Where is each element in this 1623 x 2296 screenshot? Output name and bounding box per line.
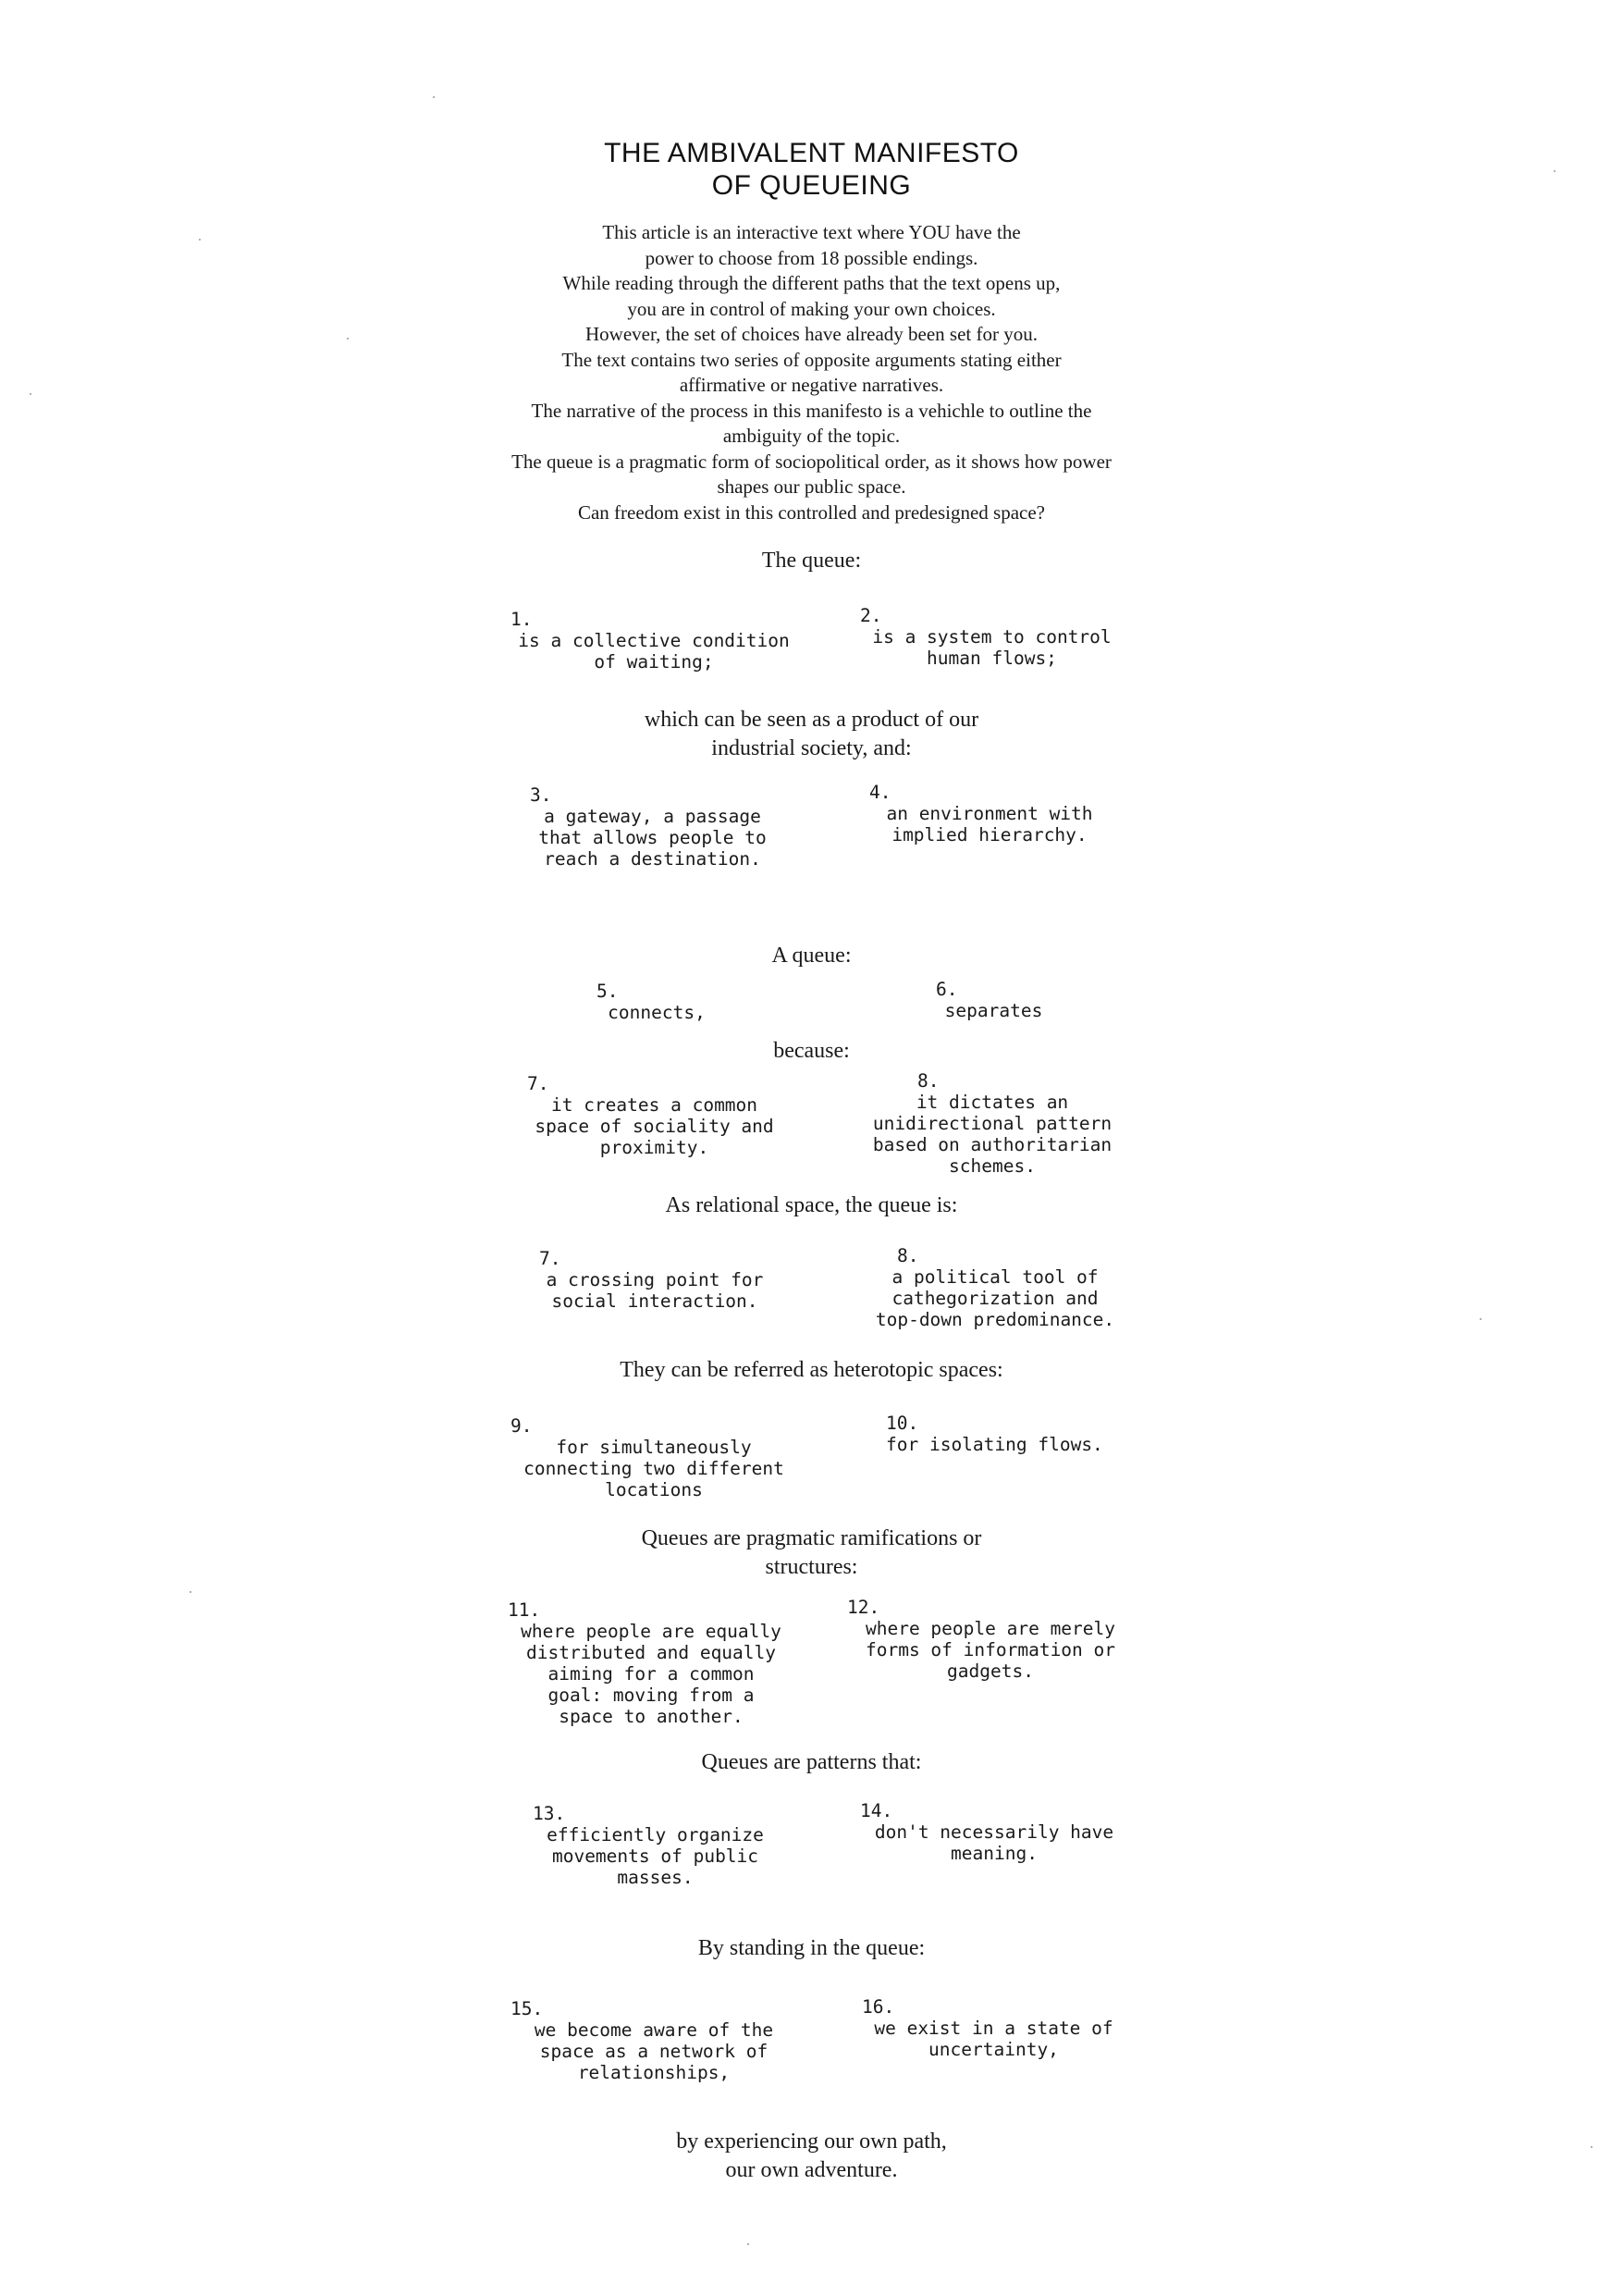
choice-number: 6. (936, 979, 958, 1000)
heading-line: Queues are pragmatic ramifications or (641, 1526, 982, 1550)
choice-1[interactable] (510, 609, 797, 673)
scan-speck (1554, 170, 1555, 172)
heading-relational-space (0, 1191, 1623, 1220)
choice-14[interactable] (860, 1800, 1128, 1864)
choice-text: is a system to control (872, 626, 1112, 648)
scan-speck (747, 2243, 749, 2245)
choice-number: 9. (510, 1415, 533, 1437)
choice-text: is a collective condition (518, 630, 790, 651)
choice-text: unidirectional pattern (872, 1113, 1113, 1134)
heading-the-queue (0, 547, 1623, 575)
choice-text: top-down predominance. (875, 1309, 1115, 1330)
intro-line: This article is an interactive text where YOU have the (602, 221, 1021, 243)
choice-text: it dictates an (916, 1092, 1069, 1113)
choice-16[interactable] (862, 1996, 1125, 2060)
choice-8-authoritarian[interactable] (858, 1070, 1126, 1177)
choice-number: 16. (862, 1996, 895, 2018)
heading-a-queue (0, 942, 1623, 970)
choice-text: it creates a common (550, 1094, 758, 1116)
heading-closing (0, 2128, 1623, 2185)
heading-because (0, 1037, 1623, 1066)
heading-line: structures: (765, 1555, 858, 1579)
choice-number: 12. (847, 1597, 880, 1618)
scan-speck (1591, 2146, 1592, 2148)
choice-number: 7. (527, 1073, 549, 1094)
choice-text: efficiently organize (547, 1824, 764, 1845)
choice-text: human flows; (927, 648, 1057, 669)
choice-text: movements of public (551, 1845, 759, 1867)
choice-text: of waiting; (594, 651, 714, 673)
manifesto-title (0, 137, 1623, 202)
choice-15[interactable] (510, 1998, 797, 2083)
choice-text: connects, (608, 1002, 706, 1023)
choice-number: 15. (510, 1998, 544, 2019)
choice-text: proximity. (599, 1137, 709, 1158)
choice-text: distributed and equally (525, 1642, 777, 1663)
choice-text: separates (944, 1000, 1043, 1021)
choice-11[interactable] (508, 1599, 794, 1727)
choice-text: social interaction. (551, 1290, 758, 1312)
choice-number: 5. (596, 981, 619, 1002)
title-line: OF QUEUEING (711, 170, 912, 201)
heading-standing-in-queue (0, 1934, 1623, 1963)
choice-number: 14. (860, 1800, 893, 1821)
intro-line: The queue is a pragmatic form of sociopolitical order, as it shows how power (511, 450, 1112, 473)
scan-speck (433, 96, 435, 98)
choice-text: space as a network of (539, 2041, 768, 2062)
intro-line: While reading through the different paths that the text opens up, (562, 272, 1061, 294)
choice-text: a gateway, a passage (544, 806, 761, 827)
choice-text: uncertainty, (928, 2039, 1059, 2060)
intro-line: power to choose from 18 possible endings. (645, 246, 978, 269)
heading-line: because: (773, 1039, 850, 1063)
heading-line: industrial society, and: (711, 736, 912, 760)
choice-number: 4. (869, 782, 891, 803)
choice-13[interactable] (533, 1803, 778, 1888)
choice-text: a crossing point for (546, 1269, 764, 1290)
intro-line: affirmative or negative narratives. (679, 374, 944, 396)
title-line: THE AMBIVALENT MANIFESTO (604, 138, 1019, 168)
choice-text: for isolating flows. (886, 1434, 1103, 1455)
choice-text: locations (605, 1479, 703, 1500)
scan-speck (30, 393, 31, 395)
heading-product-of-society (0, 706, 1623, 763)
choice-text: space to another. (559, 1706, 744, 1727)
choice-7-sociality[interactable] (527, 1073, 781, 1158)
intro-line: However, the set of choices have already been set for you. (585, 323, 1038, 345)
choice-text: we exist in a state of (874, 2018, 1113, 2039)
choice-text: forms of information or (865, 1639, 1116, 1660)
choice-number: 8. (897, 1245, 919, 1266)
scan-speck (1480, 1318, 1482, 1320)
choice-text: gadgets. (947, 1660, 1034, 1682)
heading-line: The queue: (761, 549, 862, 573)
choice-text: for simultaneously (556, 1437, 752, 1458)
choice-text: a political tool of (891, 1266, 1099, 1288)
heading-line: which can be seen as a product of our (644, 708, 979, 732)
choice-text: goal: moving from a (547, 1685, 755, 1706)
choice-9[interactable] (510, 1415, 797, 1500)
choice-text: don't necessarily have (874, 1821, 1114, 1843)
heading-heterotopic-spaces (0, 1356, 1623, 1385)
choice-number: 2. (860, 605, 882, 626)
choice-text: schemes. (949, 1155, 1036, 1177)
choice-7-crossing-point[interactable] (539, 1248, 770, 1312)
choice-text: where people are equally (521, 1621, 781, 1642)
heading-line: Queues are patterns that: (701, 1750, 922, 1774)
intro-line: The text contains two series of opposite arguments stating either (561, 348, 1062, 371)
choice-text: relationships, (577, 2062, 731, 2083)
heading-line: A queue: (771, 944, 852, 968)
scan-speck (190, 1591, 191, 1593)
intro-line: Can freedom exist in this controlled and predesigned space? (577, 500, 1045, 524)
choice-text: cathegorization and (891, 1288, 1099, 1309)
choice-number: 13. (533, 1803, 566, 1824)
heading-line: by experiencing our own path, (676, 2129, 947, 2154)
choice-text: we become aware of the (534, 2019, 774, 2041)
choice-5[interactable] (596, 981, 717, 1023)
heading-line: By standing in the queue: (697, 1936, 926, 1960)
intro-line: ambiguity of the topic. (722, 425, 901, 447)
choice-12[interactable] (847, 1597, 1134, 1682)
intro-line: The narrative of the process in this manifesto is a vehichle to outline the (531, 399, 1092, 422)
choice-text: where people are merely (865, 1618, 1116, 1639)
choice-text: implied hierarchy. (891, 824, 1088, 846)
choice-text: that allows people to (538, 827, 767, 848)
choice-number: 8. (917, 1070, 940, 1092)
choice-text: based on authoritarian (872, 1134, 1113, 1155)
choice-text: space of sociality and (535, 1116, 774, 1137)
choice-3[interactable] (530, 784, 775, 870)
choice-text: reach a destination. (544, 848, 761, 870)
choice-text: connecting two different (523, 1458, 784, 1479)
choice-number: 10. (886, 1413, 919, 1434)
choice-text: an environment with (886, 803, 1093, 824)
choice-2[interactable] (860, 605, 1124, 669)
choice-text: masses. (617, 1867, 694, 1888)
choice-6[interactable] (936, 979, 1051, 1021)
scan-speck (199, 239, 201, 241)
choice-10[interactable] (886, 1413, 1103, 1455)
choice-number: 1. (510, 609, 533, 630)
scan-speck (347, 338, 349, 339)
intro-line: shapes our public space. (717, 475, 906, 498)
heading-line: our own adventure. (725, 2158, 898, 2182)
choice-number: 11. (508, 1599, 541, 1621)
choice-text: aiming for a common (547, 1663, 755, 1685)
choice-number: 3. (530, 784, 552, 806)
choice-number: 7. (539, 1248, 561, 1269)
intro-line: you are in control of making your own choices. (627, 297, 996, 320)
choice-4[interactable] (869, 782, 1110, 846)
choice-8-political-tool[interactable] (847, 1245, 1143, 1330)
heading-line: As relational space, the queue is: (665, 1193, 958, 1217)
heading-pragmatic-ramifications (0, 1524, 1623, 1582)
choice-text: meaning. (951, 1843, 1038, 1864)
heading-patterns-that (0, 1748, 1623, 1777)
heading-line: They can be referred as heterotopic spaces: (620, 1358, 1003, 1382)
intro-paragraph (0, 220, 1623, 525)
